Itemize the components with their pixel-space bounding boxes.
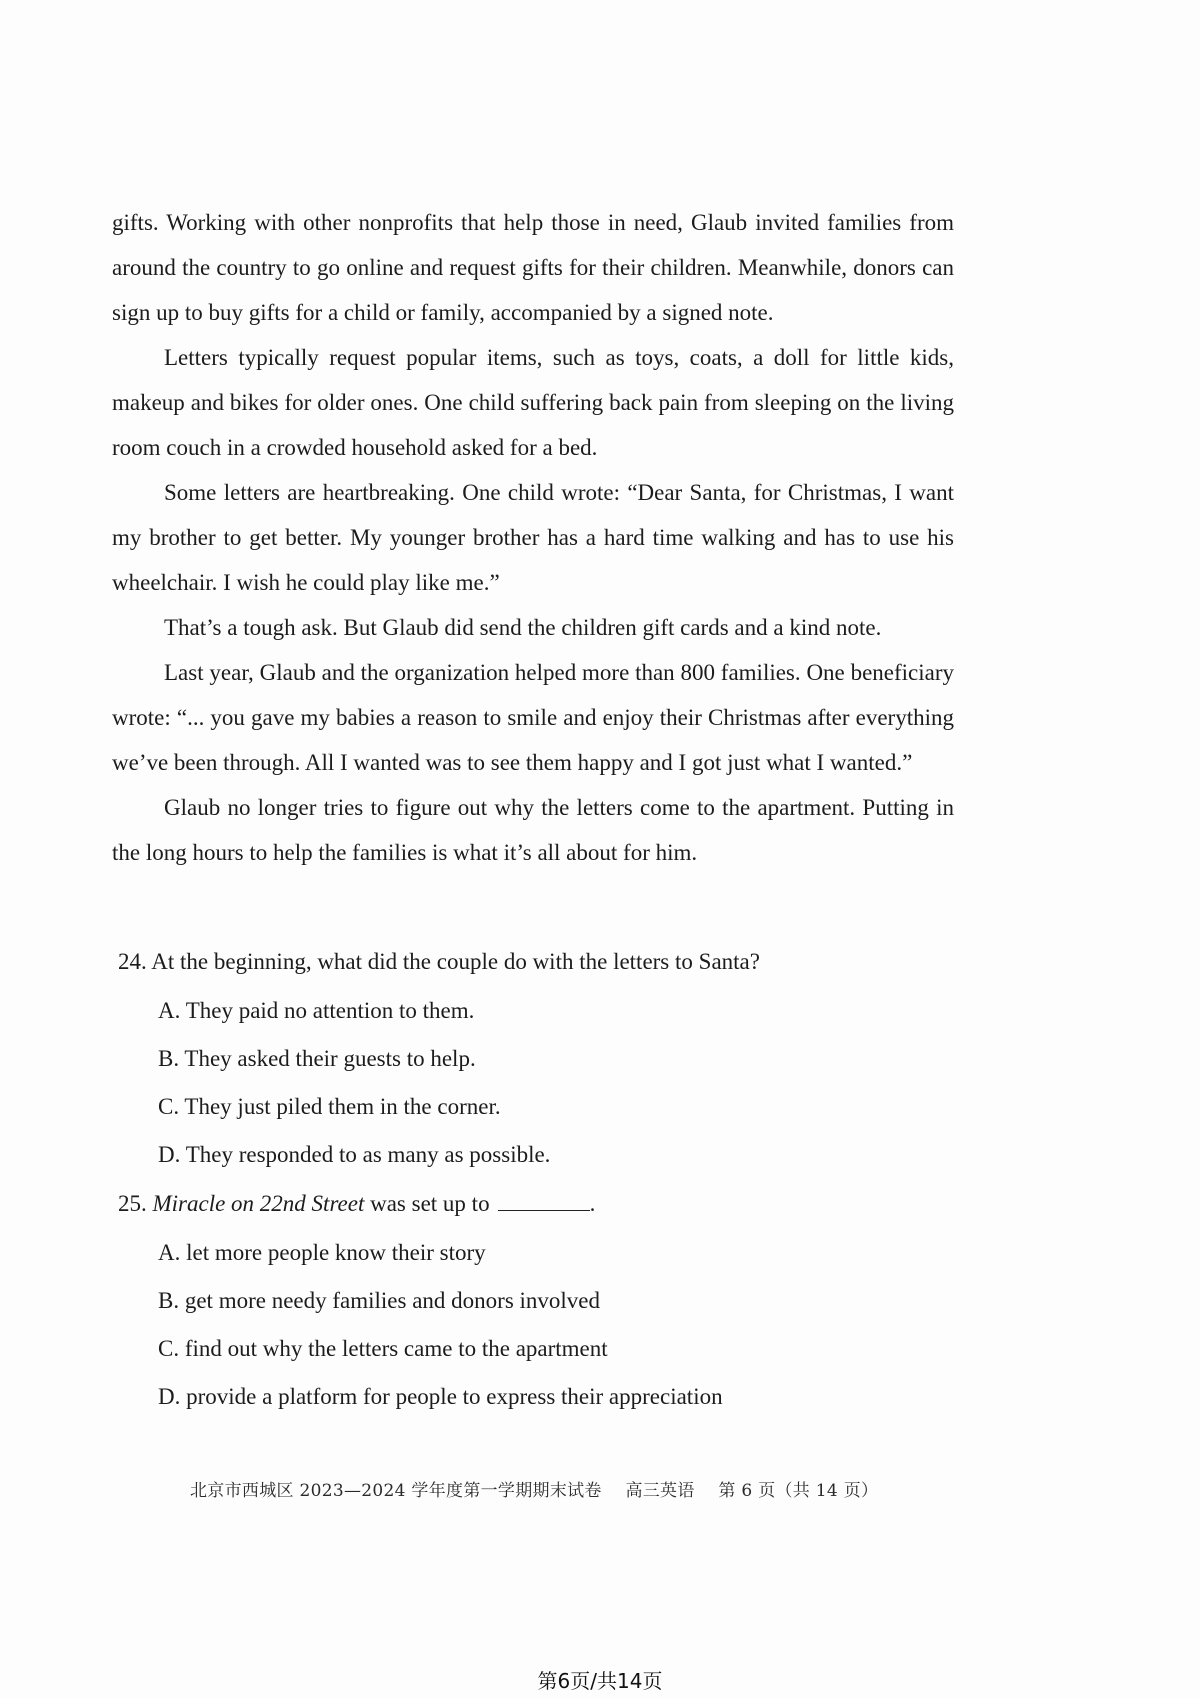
subject-label: 高三英语 bbox=[625, 1481, 695, 1501]
option-c: C. They just piled them in the corner. bbox=[158, 1094, 501, 1119]
option-b: B. They asked their guests to help. bbox=[158, 1046, 476, 1071]
question-end: . bbox=[589, 1191, 596, 1216]
page-footer bbox=[190, 1476, 950, 1501]
question-number: 25. bbox=[118, 1191, 147, 1216]
passage-paragraph: Letters typically request popular items, such as toys, coats, a doll for little kids, makeup and bikes for older ones. One child suffering back pain from sleeping on the living room couch in a crowded household asked for a bed. bbox=[112, 345, 954, 460]
question-text: was set up to bbox=[370, 1191, 490, 1216]
reading-passage bbox=[112, 200, 954, 875]
question-text: At the beginning, what did the couple do with the letters to Santa? bbox=[151, 949, 760, 974]
option-a: A. let more people know their story bbox=[158, 1240, 486, 1265]
question-24 bbox=[118, 937, 958, 1179]
page-counter: 第6页/共14页 bbox=[537, 1669, 663, 1693]
option-d: D. provide a platform for people to express their appreciation bbox=[158, 1384, 723, 1409]
question-25 bbox=[118, 1179, 958, 1421]
question-stem bbox=[118, 937, 958, 987]
option-d: D. They responded to as many as possible. bbox=[158, 1142, 551, 1167]
answer-blank bbox=[498, 1196, 590, 1211]
passage-paragraph: Glaub no longer tries to figure out why the letters come to the apartment. Putting in the long hours to help the families is what it’s all about for him. bbox=[112, 795, 954, 865]
passage-paragraph: gifts. Working with other nonprofits that help those in need, Glaub invited families from around the country to go online and request gifts for their children. Meanwhile, donors can sign up to buy gifts for a child or family, accompanied by a signed note. bbox=[112, 210, 954, 325]
question-number: 24. bbox=[118, 949, 147, 974]
passage-paragraph: Some letters are heartbreaking. One child wrote: “Dear Santa, for Christmas, I want my brother to get better. My younger brother has a hard time walking and has to use his wheelchair. I wish he could play like me.” bbox=[112, 480, 954, 595]
passage-paragraph: Last year, Glaub and the organization helped more than 800 families. One beneficiary wrote: “... you gave my babies a reason to smile and enjoy their Christmas after everything we’ve been through. All I wanted was to see them happy and I got just what I wanted.” bbox=[112, 660, 954, 775]
passage-paragraph: That’s a tough ask. But Glaub did send the children gift cards and a kind note. bbox=[164, 615, 882, 640]
question-list bbox=[118, 937, 958, 1421]
option-list bbox=[118, 1229, 958, 1421]
option-list bbox=[118, 987, 958, 1179]
exam-title: 北京市西城区 2023—2024 学年度第一学期期末试卷 bbox=[190, 1481, 602, 1501]
question-stem bbox=[118, 1179, 958, 1229]
option-b: B. get more needy families and donors involved bbox=[158, 1288, 601, 1313]
footer-page-number: 第 6 页（共 14 页） bbox=[718, 1481, 879, 1501]
option-a: A. They paid no attention to them. bbox=[158, 998, 475, 1023]
program-title: Miracle on 22nd Street bbox=[152, 1191, 365, 1216]
option-c: C. find out why the letters came to the apartment bbox=[158, 1336, 608, 1361]
